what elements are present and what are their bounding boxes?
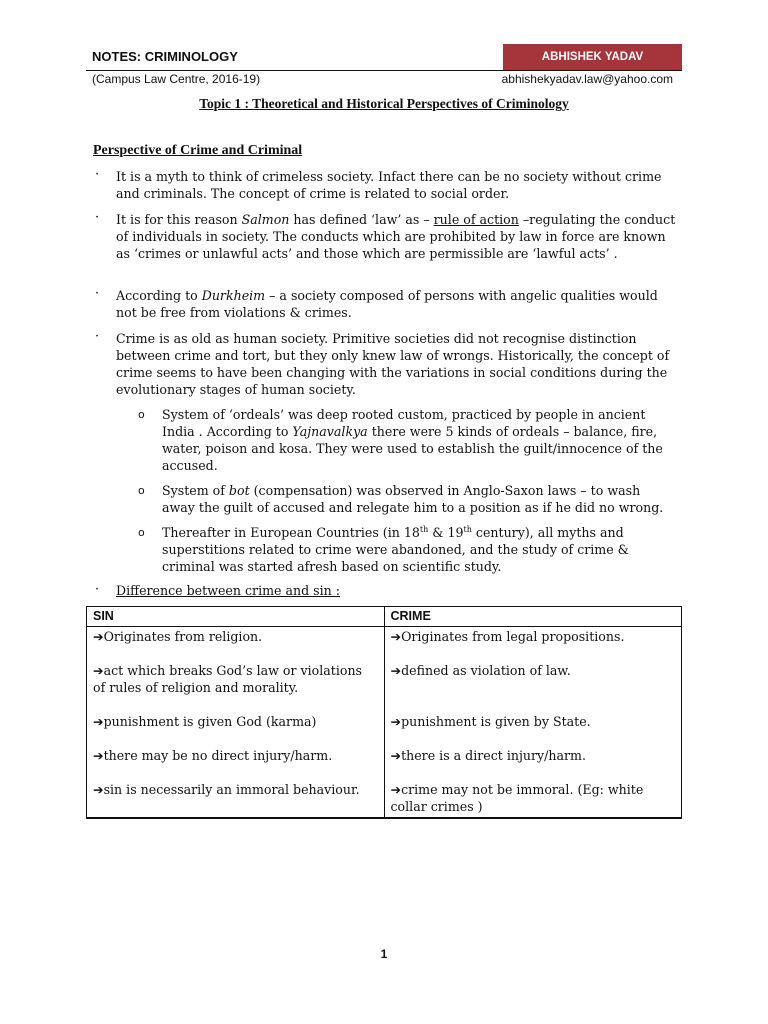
table-row bbox=[87, 712, 682, 746]
bullet-icon: · bbox=[95, 329, 100, 344]
arrow-icon: ➔ bbox=[390, 782, 402, 797]
sub-text: System of bot (compensation) was observed in Anglo-Saxon laws – to wash away the guilt of accused and relegate him to a position as if he did no wrong. bbox=[162, 483, 664, 515]
arrow-icon: ➔ bbox=[93, 748, 104, 763]
rule-of-action: rule of action bbox=[433, 212, 519, 227]
sub-item bbox=[138, 524, 674, 575]
header-email[interactable]: abhishekyadav.law@yahoo.com bbox=[501, 72, 673, 86]
table-cell: ➔Originates from religion. bbox=[87, 627, 385, 662]
bullet-icon: · bbox=[95, 581, 100, 596]
table-cell: ➔act which breaks God’s law or violations of rules of religion and morality. bbox=[87, 661, 385, 712]
table-row bbox=[87, 627, 682, 662]
sin-vs-crime-table bbox=[86, 606, 682, 819]
bullet-text: According to Durkheim – a society composed of persons with angelic qualities would not be free from violations & crimes. bbox=[116, 288, 658, 320]
table-cell: ➔crime may not be immoral. (Eg: white collar crimes ) bbox=[384, 780, 682, 818]
bullet-item bbox=[95, 329, 676, 398]
table-row bbox=[87, 780, 682, 818]
circle-bullet-icon: o bbox=[138, 526, 145, 539]
table-cell: ➔defined as violation of law. bbox=[384, 661, 682, 712]
bot-term: bot bbox=[228, 483, 250, 498]
bullet-item bbox=[95, 210, 676, 262]
bullet-text: It is for this reason Salmon has defined ‘law’ as – rule of action –regulating the conduct of individuals in society. The conducts which are prohibited by law in force are known as ‘crimes or unlawful acts’ and those which are permissible are ‘lawful acts’ . bbox=[116, 212, 676, 261]
arrow-icon: ➔ bbox=[93, 782, 104, 797]
page-number: 1 bbox=[380, 947, 388, 961]
arrow-icon: ➔ bbox=[390, 663, 402, 678]
table-row bbox=[87, 746, 682, 780]
header-campus: (Campus Law Centre, 2016-19) bbox=[92, 72, 261, 86]
bullet-item bbox=[95, 286, 676, 321]
bullet-icon: · bbox=[95, 210, 100, 225]
table-cell: ➔Originates from legal propositions. bbox=[384, 627, 682, 662]
header-divider bbox=[86, 70, 682, 71]
bullet-item bbox=[95, 167, 676, 202]
bullet-text: Crime is as old as human society. Primitive societies did not recognise distinction between crime and tort, but they only knew law of wrongs. Historically, the concept of crime seems to have been changing with the variations in social conditions during the evolutionary stages of human society. bbox=[116, 331, 670, 397]
header-title: NOTES: CRIMINOLOGY bbox=[92, 49, 238, 64]
sub-text: Thereafter in European Countries (in 18th & 19th century), all myths and superstitions related to crime were abandoned, and the study of crime & criminal was started afresh based on scientific study. bbox=[162, 524, 629, 574]
topic-heading: Topic 1 : Theoretical and Historical Perspectives of Criminology bbox=[199, 96, 569, 111]
arrow-icon: ➔ bbox=[93, 629, 104, 644]
column-header-sin: SIN bbox=[87, 607, 385, 627]
arrow-icon: ➔ bbox=[390, 748, 402, 763]
column-header-crime: CRIME bbox=[384, 607, 682, 627]
bullet-text: It is a myth to think of crimeless society. Infact there can be no society without crime and criminals. The concept of crime is related to social order. bbox=[116, 169, 662, 201]
arrow-icon: ➔ bbox=[390, 629, 402, 644]
table-cell: ➔punishment is given by State. bbox=[384, 712, 682, 746]
sub-text: System of ‘ordeals’ was deep rooted custom, practiced by people in ancient India . According to Yajnavalkya there were 5 kinds of ordeals – balance, fire, water, poison and kosa. They were used to establish the guilt/innocence of the accused. bbox=[162, 407, 663, 473]
arrow-icon: ➔ bbox=[390, 714, 402, 729]
bullet-icon: · bbox=[95, 286, 100, 301]
sub-item bbox=[138, 406, 674, 474]
difference-heading bbox=[95, 581, 341, 599]
table-cell: ➔there may be no direct injury/harm. bbox=[87, 746, 385, 780]
table-header-row bbox=[87, 607, 682, 627]
circle-bullet-icon: o bbox=[138, 484, 145, 497]
difference-heading-text: Difference between crime and sin : bbox=[116, 583, 341, 598]
table-cell: ➔there is a direct injury/harm. bbox=[384, 746, 682, 780]
arrow-icon: ➔ bbox=[93, 714, 104, 729]
yajnavalkya-name: Yajnavalkya bbox=[292, 424, 368, 439]
salmon-name: Salmon bbox=[241, 212, 290, 227]
author-badge: ABHISHEK YADAV bbox=[503, 44, 682, 70]
table-cell: ➔punishment is given God (karma) bbox=[87, 712, 385, 746]
durkheim-name: Durkheim bbox=[201, 288, 266, 303]
circle-bullet-icon: o bbox=[138, 408, 145, 421]
sub-item bbox=[138, 482, 674, 516]
table-row bbox=[87, 661, 682, 712]
arrow-icon: ➔ bbox=[93, 663, 104, 678]
section-title: Perspective of Crime and Criminal bbox=[93, 143, 303, 158]
bullet-icon: · bbox=[95, 167, 100, 182]
table-cell: ➔sin is necessarily an immoral behaviour. bbox=[87, 780, 385, 818]
